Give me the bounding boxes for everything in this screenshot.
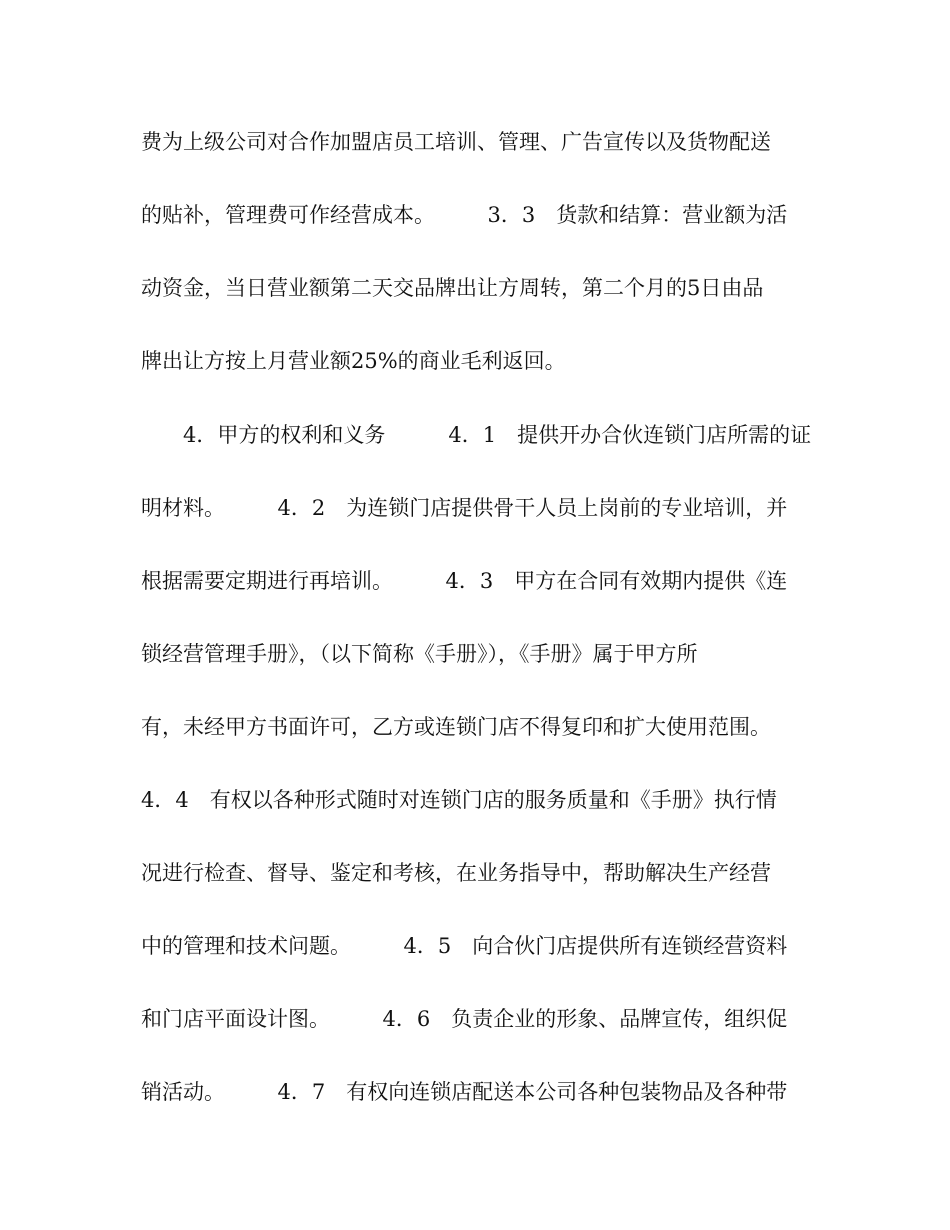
text-line-3: 动资金，当日营业额第二天交品牌出让方周转，第二个月的5日由品 bbox=[141, 276, 764, 300]
text-line-14: 销活动。 4．7 有权向连锁店配送本公司各种包装物品及各种带 bbox=[141, 1080, 788, 1104]
text-line-1: 费为上级公司对合作加盟店员工培训、管理、广告宣传以及货物配送 bbox=[141, 130, 771, 154]
text-line-4: 牌出让方按上月营业额25%的商业毛利返回。 bbox=[141, 349, 566, 373]
text-line-9: 有，未经甲方书面许可，乙方或连锁门店不得复印和扩大使用范围。 bbox=[141, 715, 771, 739]
text-line-8: 锁经营管理手册》，（以下简称《手册》），《手册》属于甲方所 bbox=[141, 642, 698, 666]
text-line-5: 4．甲方的权利和义务 4．1 提供开办合伙连锁门店所需的证 bbox=[183, 423, 812, 447]
text-line-6: 明材料。 4．2 为连锁门店提供骨干人员上岗前的专业培训，并 bbox=[141, 496, 788, 520]
text-line-10: 4．4 有权以各种形式随时对连锁门店的服务质量和《手册》执行情 bbox=[141, 788, 777, 812]
text-line-12: 中的管理和技术问题。 4．5 向合伙门店提供所有连锁经营资料 bbox=[141, 934, 788, 958]
text-line-2: 的贴补，管理费可作经营成本。 3．3 货款和结算：营业额为活 bbox=[141, 203, 788, 227]
text-line-11: 况进行检查、督导、鉴定和考核，在业务指导中，帮助解决生产经营 bbox=[141, 861, 771, 885]
text-line-13: 和门店平面设计图。 4．6 负责企业的形象、品牌宣传，组织促 bbox=[141, 1007, 788, 1031]
text-line-7: 根据需要定期进行再培训。 4．3 甲方在合同有效期内提供《连 bbox=[141, 569, 788, 593]
